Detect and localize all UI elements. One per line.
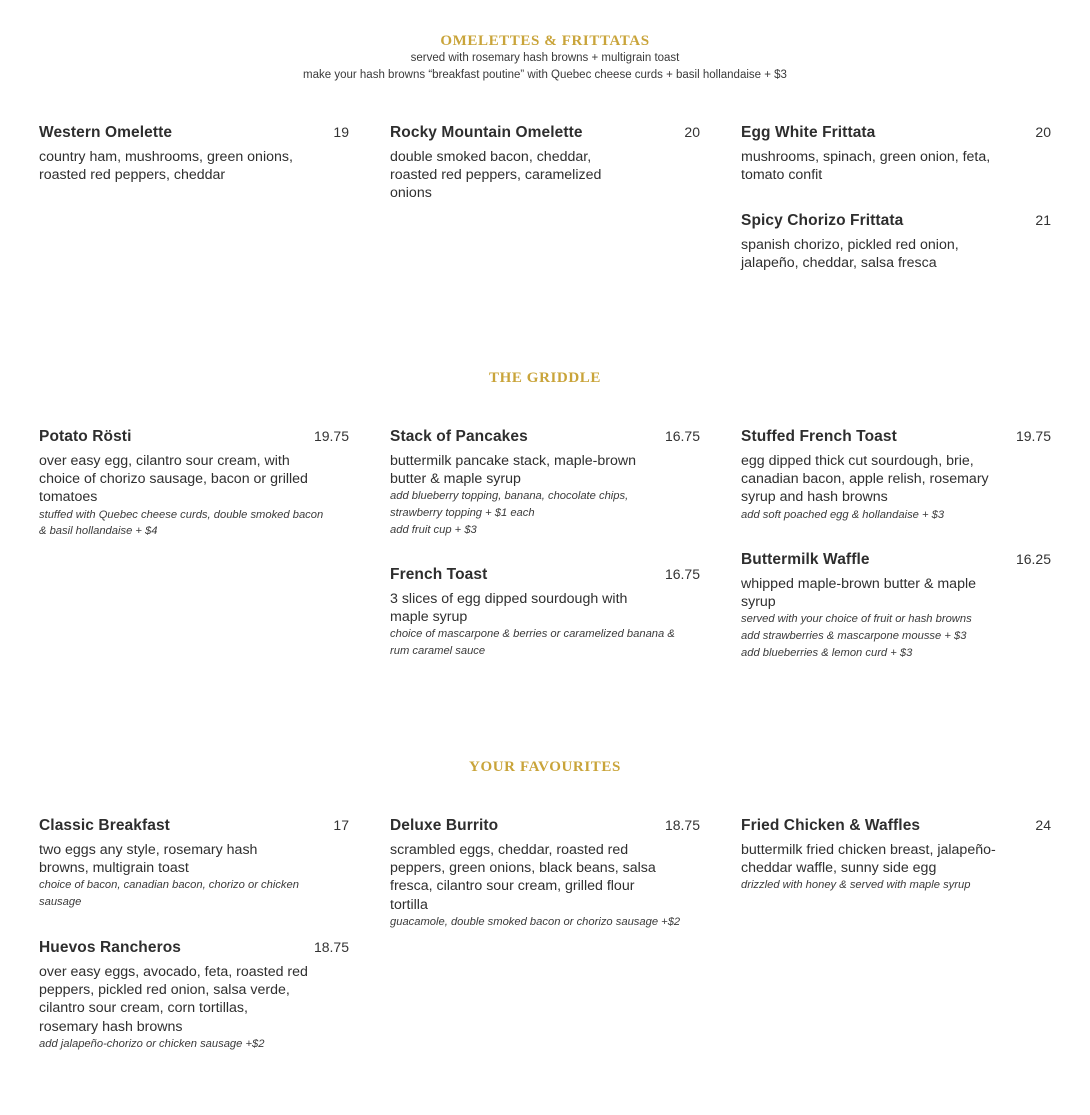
section-title-omelettes: OMELETTES & FRITTATAS xyxy=(440,33,650,49)
item-note-addon: add fruit cup + $3 xyxy=(390,523,477,536)
item-note: choice of bacon, canadian bacon, chorizo or chicken sausage xyxy=(39,879,299,908)
menu-item-fried-chicken-waffles xyxy=(741,817,1051,894)
menu-item-egg-white-frittata xyxy=(741,124,1051,184)
item-name: Fried Chicken & Waffles xyxy=(741,817,921,834)
menu-item-stack-of-pancakes xyxy=(390,428,700,538)
item-name: French Toast xyxy=(390,566,488,583)
item-name: Spicy Chorizo Frittata xyxy=(741,212,904,229)
section-title-griddle: THE GRIDDLE xyxy=(488,370,602,386)
section-favourites xyxy=(0,758,1090,776)
item-description: buttermilk pancake stack, maple-brown butter & maple syrup xyxy=(390,453,637,488)
item-name: Deluxe Burrito xyxy=(390,817,499,834)
menu-item-potato-rosti xyxy=(39,428,349,540)
menu-item-buttermilk-waffle xyxy=(741,551,1051,661)
item-name: Huevos Rancheros xyxy=(39,939,182,956)
item-name: Western Omelette xyxy=(39,124,173,141)
item-price: 18.75 xyxy=(664,817,700,833)
section-subtitle-upgrade: make your hash browns “breakfast poutine” with Quebec cheese curds + basil hollandaise + $3 xyxy=(303,69,787,81)
item-name: Classic Breakfast xyxy=(39,817,170,834)
item-description: two eggs any style, rosemary hash browns, multigrain toast xyxy=(39,842,258,877)
item-description: scrambled eggs, cheddar, roasted red peppers, green onions, black beans, salsa fresca, cilantro sour cream, grilled flour tortilla xyxy=(390,842,656,913)
item-note: add blueberry topping, banana, chocolate chips, strawberry topping + $1 each xyxy=(390,490,629,519)
item-description: whipped maple-brown butter & maple syrup xyxy=(741,576,977,611)
item-note: add soft poached egg & hollandaise + $3 xyxy=(741,508,945,521)
item-description: spanish chorizo, pickled red onion, jalapeño, cheddar, salsa fresca xyxy=(741,237,959,272)
item-note: stuffed with Quebec cheese curds, double smoked bacon & basil hollandaise + $4 xyxy=(39,508,324,538)
item-price: 19.75 xyxy=(1015,428,1051,444)
item-description: country ham, mushrooms, green onions, roasted red peppers, cheddar xyxy=(39,149,293,184)
item-price: 20 xyxy=(1035,124,1051,140)
item-description: egg dipped thick cut sourdough, brie, canadian bacon, apple relish, rosemary syrup and hash browns xyxy=(741,453,989,506)
item-name: Rocky Mountain Omelette xyxy=(390,124,583,141)
section-title-favourites: YOUR FAVOURITES xyxy=(469,759,621,775)
section-griddle xyxy=(0,369,1090,387)
item-price: 17 xyxy=(333,817,349,833)
item-price: 19 xyxy=(333,124,349,140)
item-description: 3 slices of egg dipped sourdough with maple syrup xyxy=(390,591,628,626)
section-omelettes xyxy=(0,32,1090,84)
menu-item-stuffed-french-toast xyxy=(741,428,1051,523)
menu-item-western-omelette xyxy=(39,124,349,184)
item-name: Stuffed French Toast xyxy=(741,428,897,445)
item-price: 24 xyxy=(1035,817,1051,833)
item-price: 19.75 xyxy=(313,428,349,444)
item-description: double smoked bacon, cheddar, roasted red peppers, caramelized onions xyxy=(390,149,602,202)
item-description: buttermilk fried chicken breast, jalapeño-cheddar waffle, sunny side egg xyxy=(741,842,996,877)
item-description: over easy eggs, avocado, feta, roasted red peppers, pickled red onion, salsa verde, cilantro sour cream, corn tortillas, rosemary hash browns xyxy=(39,964,308,1035)
item-note-addon: add strawberries & mascarpone mousse + $3 xyxy=(741,630,967,642)
menu-item-spicy-chorizo-frittata xyxy=(741,212,1051,272)
item-description: over easy egg, cilantro sour cream, with choice of chorizo sausage, bacon or grilled tomatoes xyxy=(39,453,308,506)
menu-item-huevos-rancheros xyxy=(39,939,349,1052)
item-name: Stack of Pancakes xyxy=(390,428,528,445)
item-price: 18.75 xyxy=(313,939,349,955)
item-name: Egg White Frittata xyxy=(741,124,876,141)
item-price: 16.75 xyxy=(664,566,700,582)
item-price: 21 xyxy=(1035,212,1051,228)
item-note-addon: add blueberries & lemon curd + $3 xyxy=(741,646,913,659)
menu-item-deluxe-burrito xyxy=(390,817,700,930)
menu-item-classic-breakfast xyxy=(39,817,349,911)
item-note: drizzled with honey & served with maple syrup xyxy=(741,879,971,892)
item-note: guacamole, double smoked bacon or chorizo sausage +$2 xyxy=(390,915,681,928)
item-note: choice of mascarpone & berries or caramelized banana & rum caramel sauce xyxy=(390,628,675,657)
item-note: add jalapeño-chorizo or chicken sausage +$2 xyxy=(39,1037,265,1050)
item-name: Buttermilk Waffle xyxy=(741,551,870,568)
menu-item-french-toast xyxy=(390,566,700,660)
item-description: mushrooms, spinach, green onion, feta, tomato confit xyxy=(741,149,991,184)
menu-item-rocky-mountain-omelette xyxy=(390,124,700,203)
item-name: Potato Rösti xyxy=(39,428,132,445)
section-subtitle: served with rosemary hash browns + multigrain toast xyxy=(410,52,680,64)
item-price: 20 xyxy=(684,124,700,140)
item-price: 16.75 xyxy=(664,428,700,444)
item-price: 16.25 xyxy=(1015,551,1051,567)
item-note: served with your choice of fruit or hash browns xyxy=(741,613,972,626)
